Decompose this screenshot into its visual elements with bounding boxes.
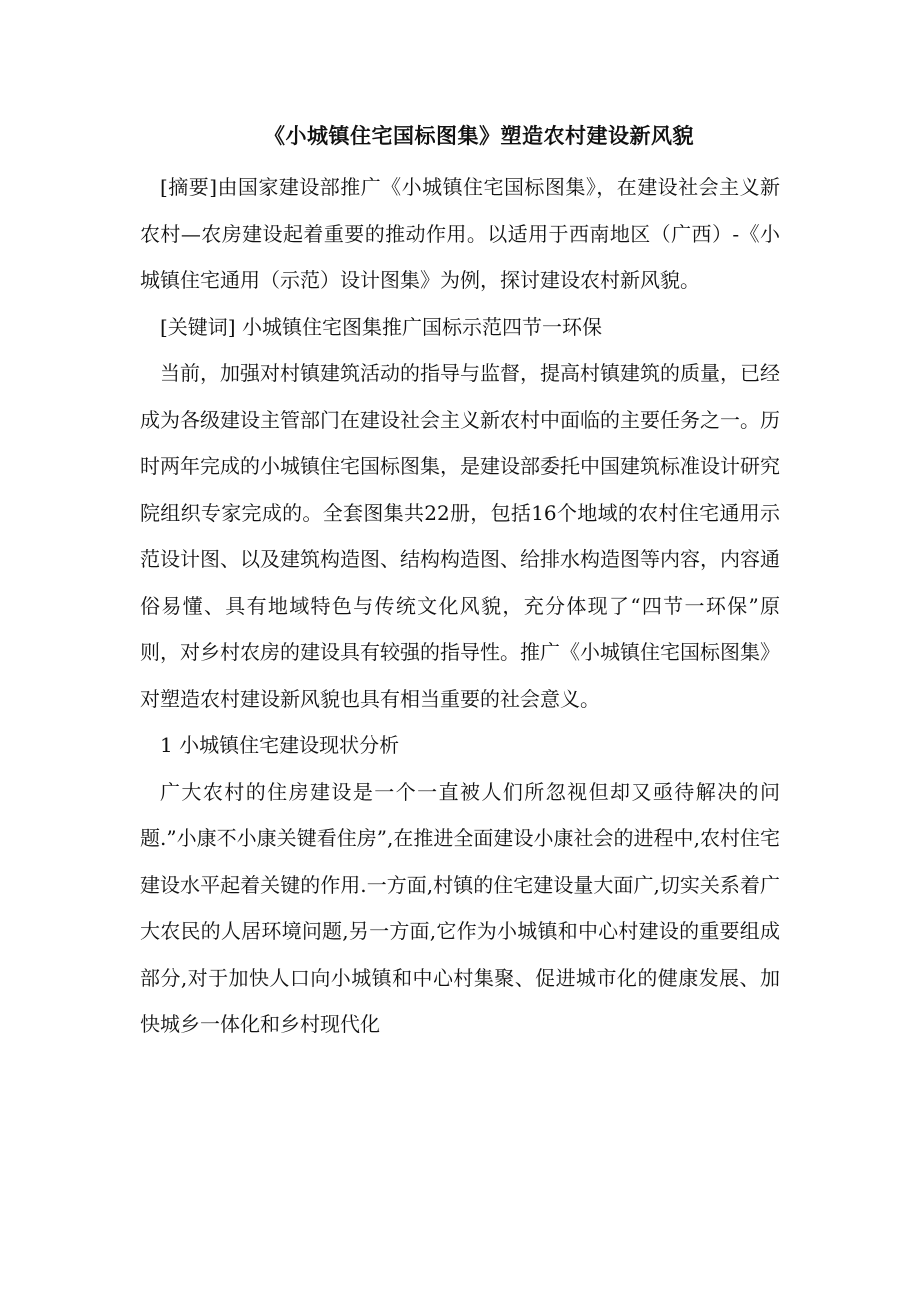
section-paragraph: 广大农村的住房建设是一个一直被人们所忽视但却又亟待解决的问题.”小康不小康关键看住房”,在推进全面建设小康社会的进程中,农村住宅建设水平起着关键的作用.一方面,村镇的住宅建设量大面广,切实关系着广大农民的人居环境问题,另一方面,它作为小城镇和中心村建设的重要组成部分,对于加快人口向小城镇和中心村集聚、促进城市化的健康发展、加快城乡一体化和乡村现代化 [140,779,780,1036]
document-body [140,114,780,1048]
keywords-paragraph: [关键词] 小城镇住宅图集推广国标示范四节一环保 [160,314,602,339]
document-title: 《小城镇住宅国标图集》塑造农村建设新风貌 [264,123,694,148]
section-heading: 1 小城镇住宅建设现状分析 [160,733,400,757]
abstract-paragraph: [摘要]由国家建设部推广《小城镇住宅国标图集》，在建设社会主义新农村—农房建设起着重要的推动作用。以适用于西南地区（广西）-《小城镇住宅通用（示范）设计图集》为例，探讨建设农村新风貌。 [140,175,780,292]
intro-paragraph: 当前，加强对村镇建筑活动的指导与监督，提高村镇建筑的质量，已经成为各级建设主管部门在建设社会主义新农村中面临的主要任务之一。历时两年完成的小城镇住宅国标图集，是建设部委托中国建筑标准设计研究院组织专家完成的。全套图集共22册，包括16个地域的农村住宅通用示范设计图、以及建筑构造图、结构构造图、给排水构造图等内容，内容通俗易懂、具有地域特色与传统文化风貌，充分体现了“四节一环保”原则，对乡村农房的建设具有较强的指导性。推广《小城镇住宅国标图集》对塑造农村建设新风貌也具有相当重要的社会意义。 [140,361,780,711]
